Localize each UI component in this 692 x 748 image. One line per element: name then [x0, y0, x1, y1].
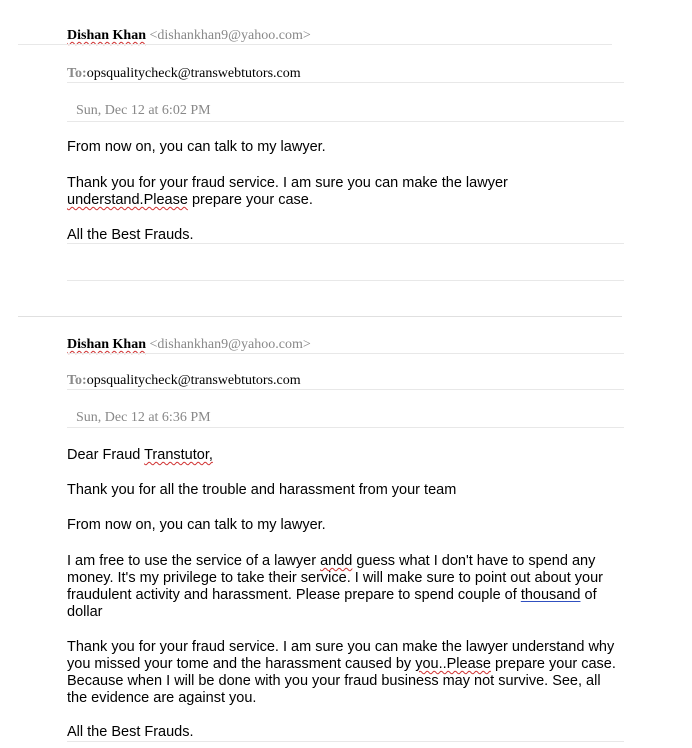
email2-to-address[interactable]: opsqualitycheck@transwebtutors.com — [86, 373, 301, 388]
email2-sender-name: Dishan Khan — [67, 337, 146, 352]
email2-paragraph-1: Thank you for all the trouble and harassment from your team — [67, 482, 457, 498]
email2-greeting: Dear Fraud Transtutor, — [67, 447, 213, 463]
email1-sender-email[interactable]: <dishankhan9@yahoo.com> — [149, 28, 311, 43]
divider — [67, 243, 624, 244]
email2-sender-email[interactable]: <dishankhan9@yahoo.com> — [149, 337, 311, 352]
email2-to — [67, 373, 301, 389]
email2-paragraph-5: All the Best Frauds. — [67, 724, 194, 740]
divider — [67, 741, 624, 742]
divider — [67, 82, 624, 83]
email1-to-label: To: — [67, 66, 87, 81]
divider — [18, 44, 612, 45]
divider — [67, 353, 624, 354]
email-separator — [18, 316, 622, 317]
email2-paragraph-4: Thank you for your fraud service. I am sure you can make the lawyer understand why you missed your tome and the harassment caused by you..Please prepare your case. Because when I will be done with you your fraud business may not survive. See, all the evidence are against you. — [67, 639, 616, 706]
divider — [67, 389, 624, 390]
email2-to-label: To: — [67, 373, 87, 388]
email2-paragraph-2: From now on, you can talk to my lawyer. — [67, 517, 326, 533]
email1-paragraph-2: Thank you for your fraud service. I am sure you can make the lawyer understand.Please prepare your case. — [67, 175, 508, 208]
divider — [67, 280, 624, 281]
email1-to-address[interactable]: opsqualitycheck@transwebtutors.com — [86, 66, 301, 81]
email2-paragraph-3: I am free to use the service of a lawyer andd guess what I don't have to spend any money. It's my privilege to take their service. I will make sure to point out about your fraudulent activity and harassment. Please prepare to spend couple of thousand of dollar — [67, 553, 604, 620]
email1-to — [67, 66, 301, 82]
email1-from — [67, 28, 311, 44]
email1-paragraph-3: All the Best Frauds. — [67, 227, 194, 243]
email1-date: Sun, Dec 12 at 6:02 PM — [76, 103, 211, 118]
divider — [67, 121, 624, 122]
divider — [67, 427, 624, 428]
email1-paragraph-1: From now on, you can talk to my lawyer. — [67, 139, 326, 155]
email2-date: Sun, Dec 12 at 6:36 PM — [76, 410, 211, 425]
email2-from — [67, 337, 311, 353]
email1-sender-name: Dishan Khan — [67, 28, 146, 43]
